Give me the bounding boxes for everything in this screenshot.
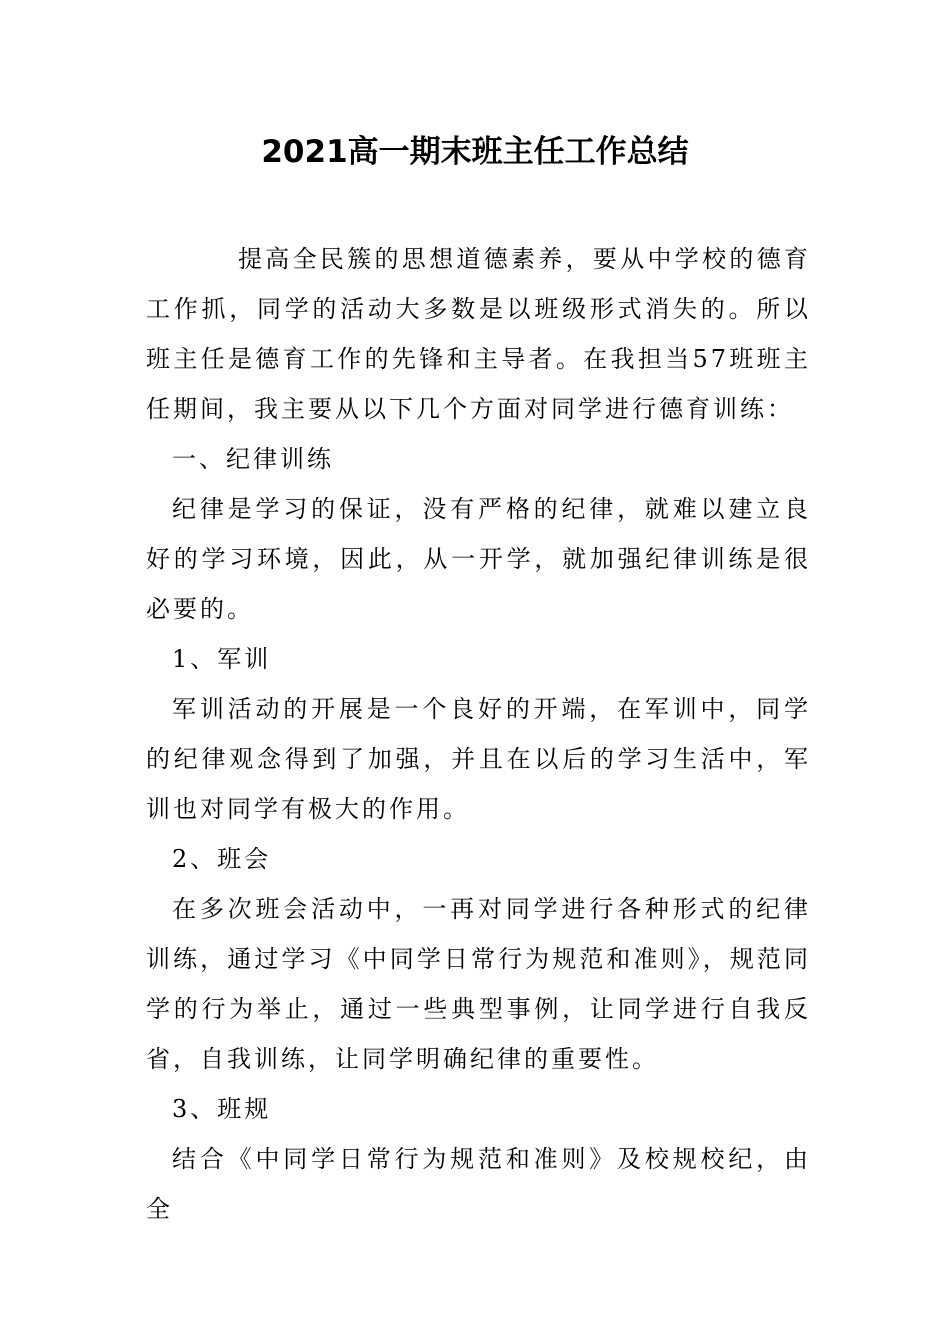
section-heading-discipline: 一、纪律训练 — [172, 445, 334, 473]
subheading-class-rules: 3、班规 — [172, 1095, 272, 1123]
paragraph-class-rules: 结合《中同学日常行为规范和准则》及校规校纪，由全 — [146, 1145, 811, 1223]
intro-paragraph: 提高全民簇的思想道德素养，要从中学校的德育工作抓，同学的活动大多数是以班级形式消失的。所以班主任是德育工作的先锋和主导者。在我担当57班班主任期间，我主要从以下几个方面对同学进行德育训练： — [146, 245, 811, 423]
document-body — [146, 234, 811, 1234]
paragraph-military-training: 军训活动的开展是一个良好的开端，在军训中，同学的纪律观念得到了加强，并且在以后的学习生活中，军训也对同学有极大的作用。 — [146, 695, 811, 823]
paragraph-discipline: 纪律是学习的保证，没有严格的纪律，就难以建立良好的学习环境，因此，从一开学，就加强纪律训练是很必要的。 — [146, 495, 811, 623]
subheading-military-training: 1、军训 — [172, 645, 272, 673]
paragraph-class-meeting: 在多次班会活动中，一再对同学进行各种形式的纪律训练，通过学习《中同学日常行为规范和准则》，规范同学的行为举止，通过一些典型事例，让同学进行自我反省，自我训练，让同学明确纪律的重要性。 — [146, 895, 811, 1073]
subheading-class-meeting: 2、班会 — [172, 845, 272, 873]
document-title: 2021高一期末班主任工作总结 — [261, 134, 689, 170]
